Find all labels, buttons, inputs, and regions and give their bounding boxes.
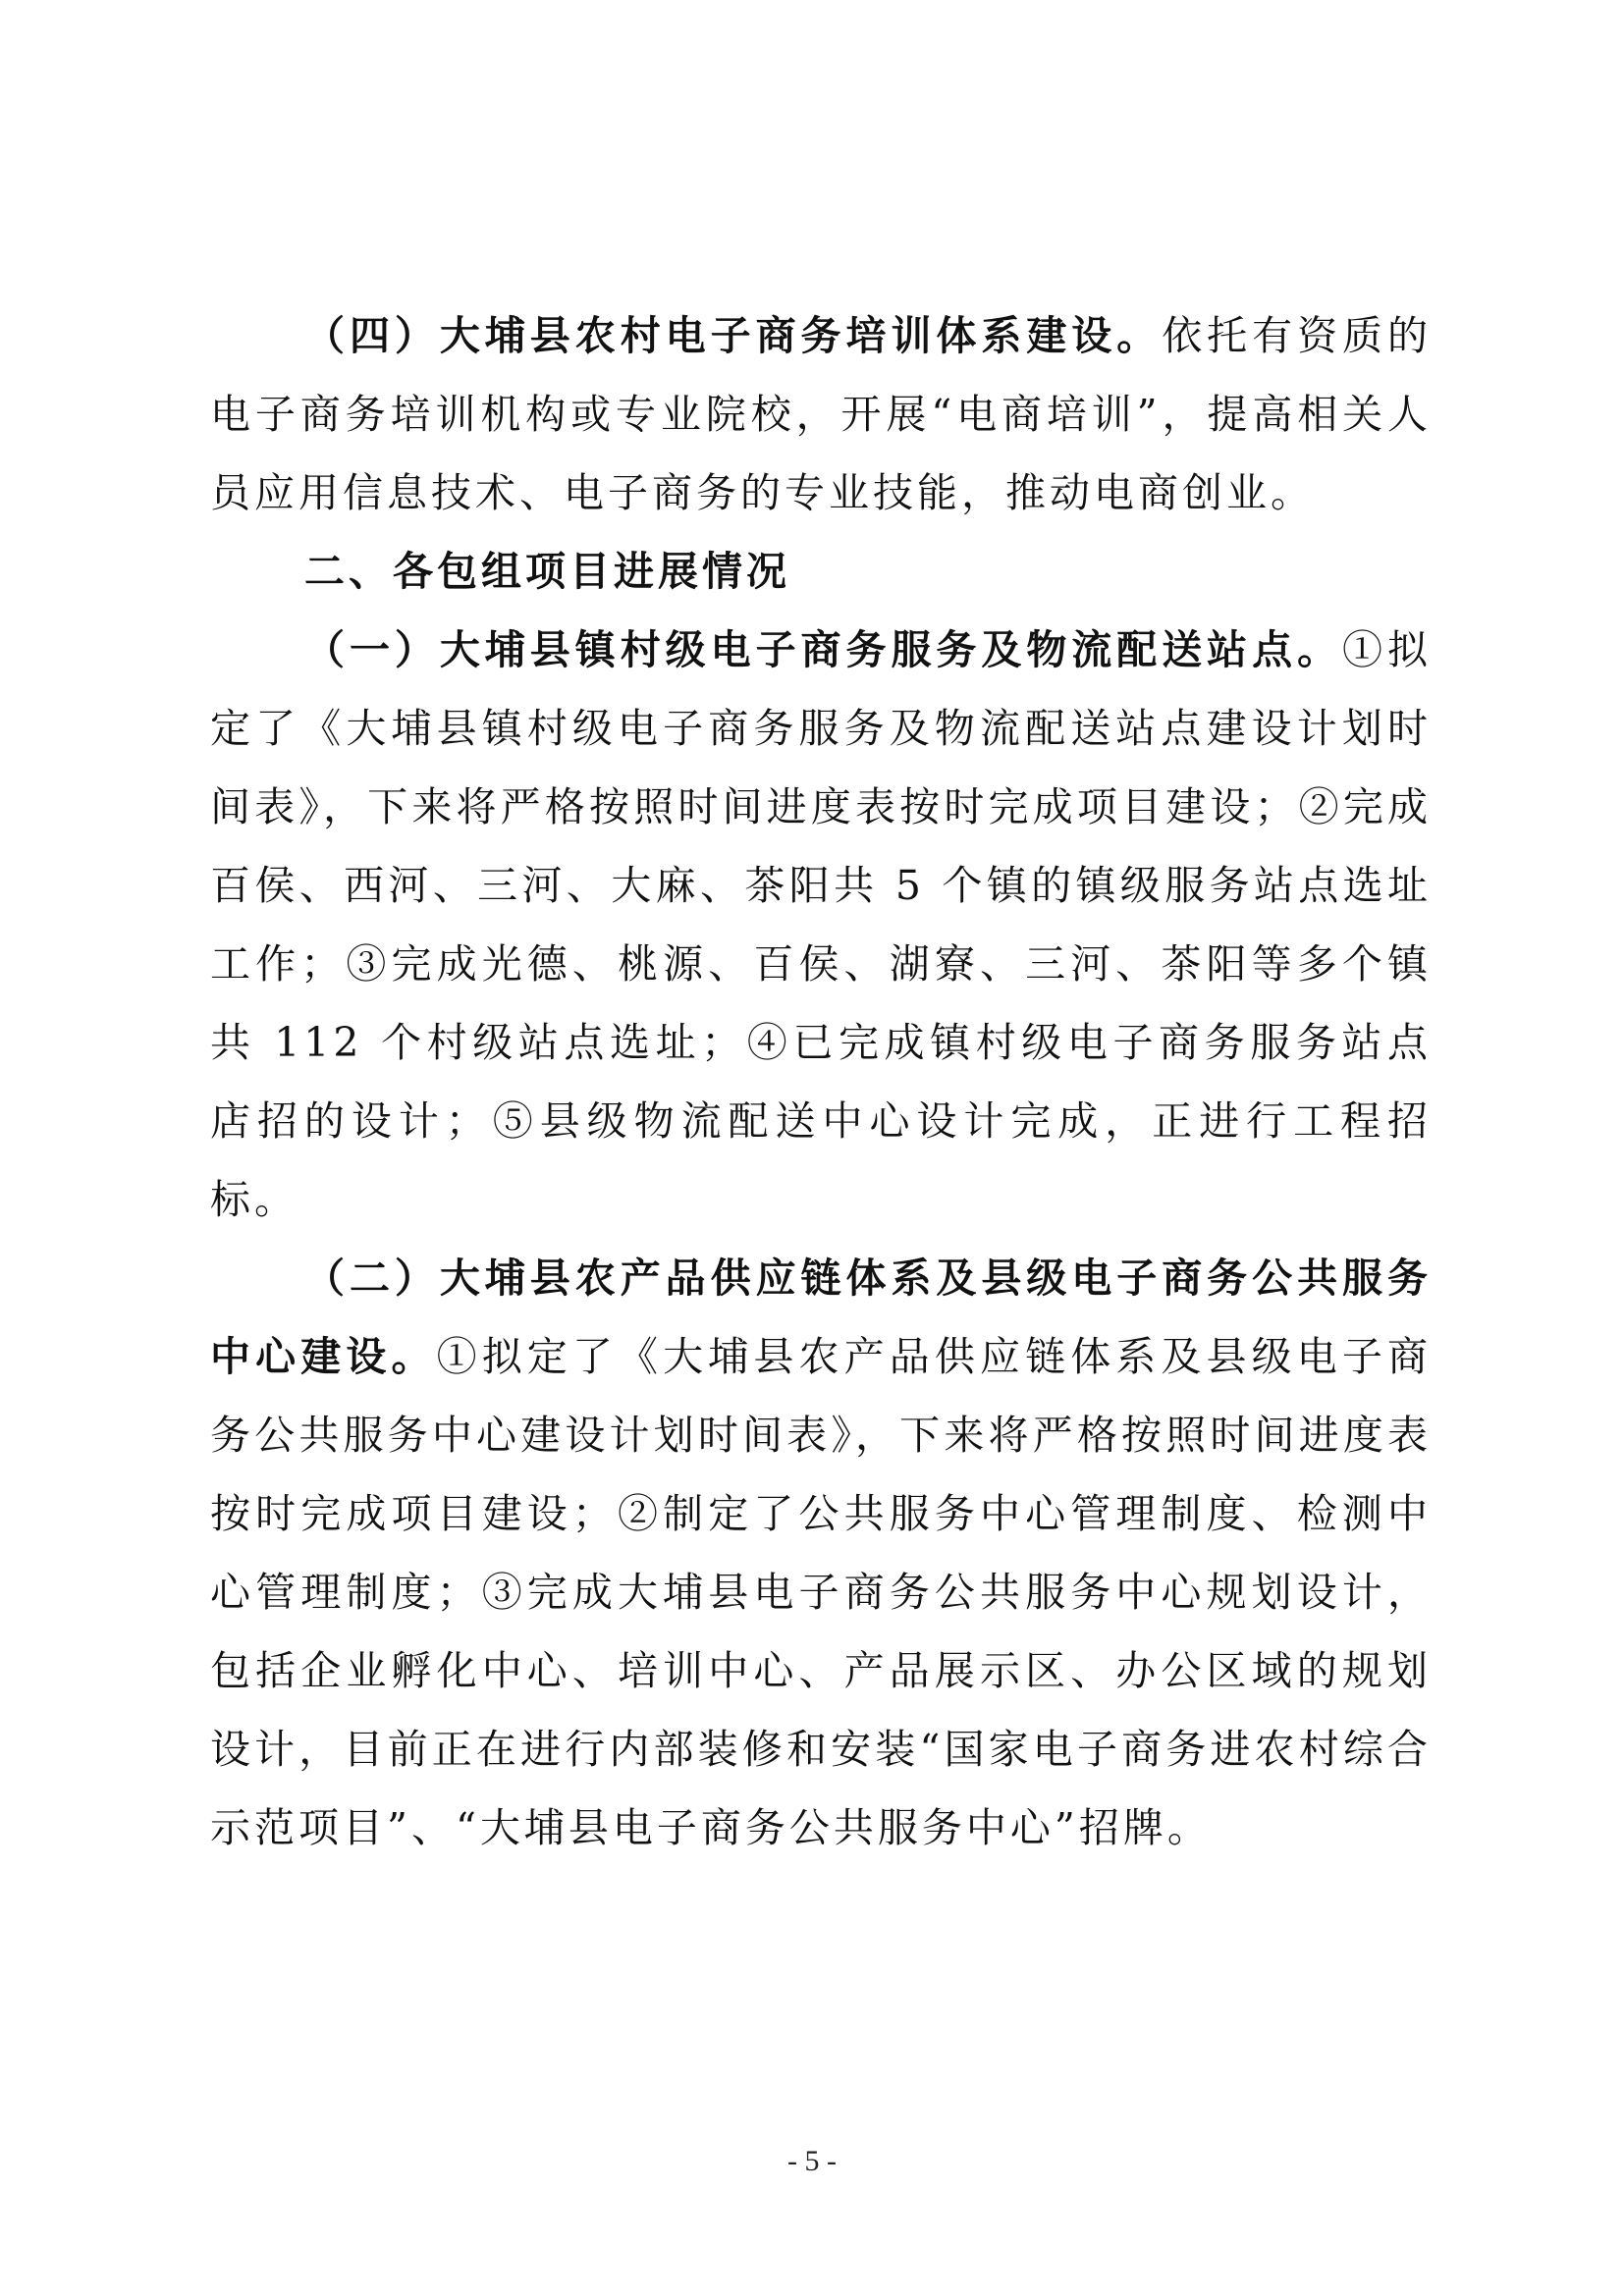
paragraph-training-system [210,296,1432,532]
paragraph-heading-bold: （二）大埔县农产品供应链体系及县级电子商务公共服务中心建设。 [210,1255,1432,1380]
paragraph-heading-bold: （一）大埔县镇村级电子商务服务及物流配送站点。 [304,626,1343,673]
page-number: - 5 - [787,2145,837,2177]
paragraph-supply-chain [210,1239,1432,1867]
paragraph-heading-bold: （四）大埔县农村电子商务培训体系建设。 [304,312,1163,359]
paragraph-text: 依托有资质的电子商务培训机构或专业院校，开展“电商培训”，提高相关人员应用信息技术、电子商务的专业技能，推动电商创业。 [210,312,1433,516]
paragraph-text: ①拟定了《大埔县镇村级电子商务服务及物流配送站点建设计划时间表》，下来将严格按照时间进度表按时完成项目建设；②完成百侯、西河、三河、大麻、茶阳共 5 个镇的镇级服务站点选址工作；③完成光德、桃源、百侯、湖寮、三河、茶阳等多个镇共 112 个村级站点选址；④已完成镇村级电子商务服务站点店招的设计；⑤县级物流配送中心设计完成，正进行工程招标。 [210,626,1433,1223]
paragraph-service-stations [210,611,1432,1239]
paragraph-text: ①拟定了《大埔县农产品供应链体系及县级电子商务公共服务中心建设计划时间表》，下来将严格按照时间进度表按时完成项目建设；②制定了公共服务中心管理制度、检测中心管理制度；③完成大埔县电子商务公共服务中心规划设计，包括企业孵化中心、培训中心、产品展示区、办公区域的规划设计，目前正在进行内部装修和安装“国家电子商务进农村综合示范项目”、“大埔县电子商务公共服务中心”招牌。 [210,1333,1432,1851]
section-heading: 二、各包组项目进展情况 [304,548,790,595]
document-body [210,296,1432,1867]
